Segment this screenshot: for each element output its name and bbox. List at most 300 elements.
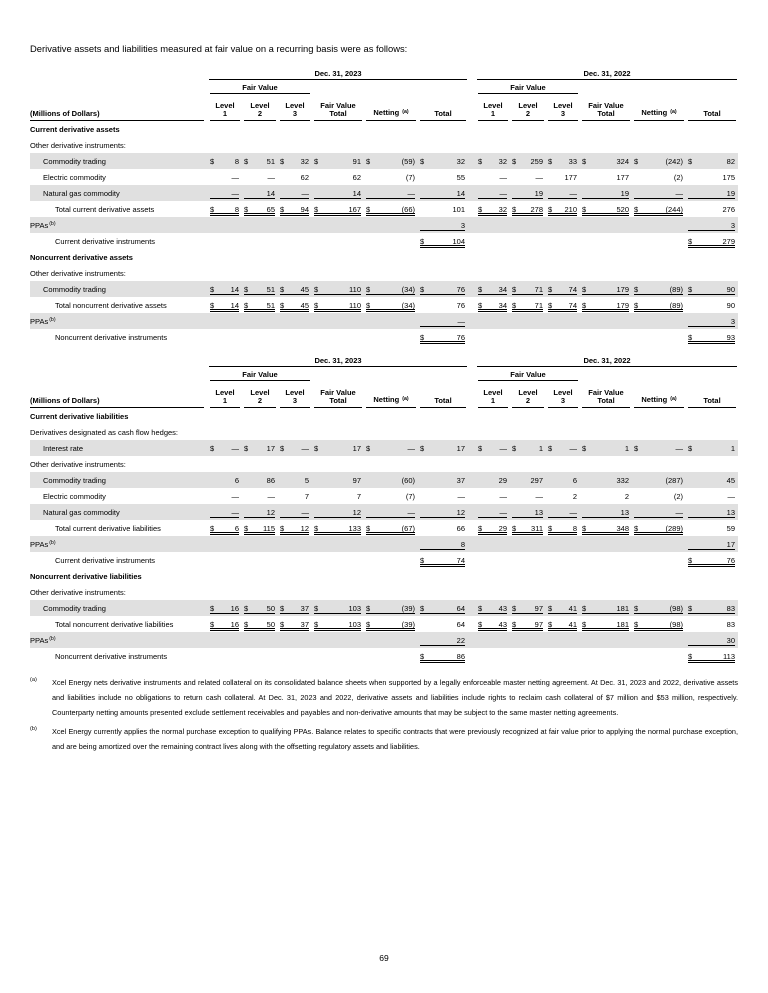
column-gap bbox=[468, 520, 476, 536]
value-cell bbox=[208, 568, 242, 584]
value-cell bbox=[546, 504, 580, 520]
row-label: Other derivative instruments: bbox=[30, 140, 126, 150]
cell-value: (287) bbox=[665, 475, 683, 485]
value-cell bbox=[418, 233, 468, 249]
value-cell bbox=[546, 265, 580, 281]
cell-value: 76 bbox=[456, 300, 465, 310]
cell-content bbox=[688, 237, 735, 246]
dollar-sign: $ bbox=[582, 443, 587, 453]
value-cell bbox=[580, 265, 632, 281]
cell-value: — bbox=[231, 491, 239, 501]
column-header-cell bbox=[580, 381, 632, 408]
column-header-cell bbox=[242, 94, 278, 121]
column-gap bbox=[468, 67, 476, 80]
cell-content bbox=[420, 636, 465, 645]
cell-value: 37 bbox=[456, 475, 465, 485]
value-cell bbox=[418, 169, 468, 185]
value-cell bbox=[686, 121, 738, 137]
cell-content bbox=[366, 157, 415, 166]
value-cell bbox=[312, 329, 364, 345]
value-cell bbox=[278, 424, 312, 440]
dollar-sign: $ bbox=[210, 156, 215, 166]
cell-value: 259 bbox=[530, 156, 543, 166]
cell-value: 133 bbox=[348, 523, 361, 533]
dollar-sign: $ bbox=[244, 204, 249, 214]
value-cell bbox=[580, 408, 632, 424]
column-header-cell bbox=[686, 381, 738, 408]
cell-value: 90 bbox=[726, 284, 735, 294]
value-cell bbox=[364, 137, 418, 153]
fair-value-row bbox=[30, 367, 738, 381]
cell-content bbox=[688, 556, 735, 565]
fair-value-label: Fair Value bbox=[478, 370, 578, 381]
value-cell bbox=[476, 632, 510, 648]
table-body bbox=[30, 121, 738, 345]
value-cell bbox=[312, 265, 364, 281]
cell-content bbox=[548, 157, 577, 166]
cell-value: 177 bbox=[616, 172, 629, 182]
value-cell bbox=[632, 217, 686, 233]
value-cell bbox=[686, 488, 738, 504]
cell-value: 16 bbox=[230, 619, 239, 629]
fair-value-header-cell bbox=[476, 80, 580, 94]
value-cell bbox=[546, 297, 580, 313]
value-cell bbox=[312, 297, 364, 313]
value-cell bbox=[242, 520, 278, 536]
value-cell bbox=[546, 185, 580, 201]
value-cell bbox=[312, 488, 364, 504]
value-cell bbox=[242, 536, 278, 552]
value-cell bbox=[510, 121, 546, 137]
cell-content bbox=[280, 285, 309, 294]
value-cell bbox=[686, 552, 738, 568]
value-cell bbox=[278, 169, 312, 185]
value-cell bbox=[278, 137, 312, 153]
cell-content bbox=[314, 508, 361, 517]
value-cell bbox=[312, 600, 364, 616]
footnote-a-marker: (a) bbox=[30, 677, 37, 684]
cell-value: 13 bbox=[534, 507, 543, 517]
value-cell bbox=[242, 137, 278, 153]
value-cell bbox=[510, 600, 546, 616]
dollar-sign: $ bbox=[244, 300, 249, 310]
value-cell bbox=[632, 440, 686, 456]
table-body bbox=[30, 408, 738, 664]
cell-value: 51 bbox=[266, 284, 275, 294]
value-cell bbox=[580, 520, 632, 536]
dollar-sign: $ bbox=[314, 603, 319, 613]
cell-content bbox=[688, 636, 735, 645]
value-cell bbox=[312, 552, 364, 568]
dollar-sign: $ bbox=[244, 284, 249, 294]
value-cell bbox=[476, 121, 510, 137]
cell-content bbox=[280, 444, 309, 453]
value-cell bbox=[510, 568, 546, 584]
fair-value-row-spacer bbox=[580, 367, 738, 381]
value-cell bbox=[242, 297, 278, 313]
value-cell bbox=[632, 313, 686, 329]
column-header-label: Fair Value Total bbox=[582, 102, 630, 122]
column-header-label: Fair Value Total bbox=[314, 102, 362, 122]
cell-content bbox=[688, 301, 735, 310]
cell-value: — bbox=[675, 507, 683, 517]
table-row bbox=[30, 249, 738, 265]
cell-content bbox=[244, 301, 275, 310]
value-cell bbox=[580, 440, 632, 456]
value-cell bbox=[364, 440, 418, 456]
value-cell bbox=[418, 329, 468, 345]
dollar-sign: $ bbox=[582, 204, 587, 214]
value-cell bbox=[242, 440, 278, 456]
value-cell bbox=[510, 185, 546, 201]
value-cell bbox=[580, 616, 632, 632]
fair-value-row-spacer bbox=[312, 367, 468, 381]
value-cell bbox=[278, 552, 312, 568]
value-cell bbox=[510, 584, 546, 600]
value-cell bbox=[312, 233, 364, 249]
dollar-sign: $ bbox=[244, 523, 249, 533]
column-header-label: Level 2 bbox=[244, 389, 276, 409]
cell-value: 43 bbox=[498, 619, 507, 629]
dollar-sign: $ bbox=[688, 284, 693, 294]
dollar-sign: $ bbox=[314, 300, 319, 310]
value-cell bbox=[208, 265, 242, 281]
cell-content bbox=[478, 508, 507, 517]
table-row bbox=[30, 520, 738, 536]
cell-content bbox=[512, 444, 543, 453]
value-cell bbox=[418, 217, 468, 233]
value-cell bbox=[510, 456, 546, 472]
value-cell bbox=[242, 632, 278, 648]
dollar-sign: $ bbox=[548, 619, 553, 629]
value-cell bbox=[580, 632, 632, 648]
table-row bbox=[30, 329, 738, 345]
dollar-sign: $ bbox=[210, 300, 215, 310]
column-header-cell bbox=[546, 381, 580, 408]
value-cell bbox=[364, 504, 418, 520]
value-cell bbox=[208, 584, 242, 600]
value-cell bbox=[632, 488, 686, 504]
value-cell bbox=[510, 440, 546, 456]
value-cell bbox=[686, 233, 738, 249]
value-cell bbox=[632, 536, 686, 552]
value-cell bbox=[278, 249, 312, 265]
value-cell bbox=[364, 217, 418, 233]
footnote-b bbox=[30, 724, 738, 754]
dollar-sign: $ bbox=[210, 603, 215, 613]
column-header-cell bbox=[418, 94, 468, 121]
table-row bbox=[30, 648, 738, 664]
table-row bbox=[30, 456, 738, 472]
value-cell bbox=[546, 169, 580, 185]
table-row bbox=[30, 584, 738, 600]
value-cell bbox=[686, 329, 738, 345]
dollar-sign: $ bbox=[280, 619, 285, 629]
value-cell bbox=[278, 281, 312, 297]
value-cell bbox=[510, 281, 546, 297]
period-label: Dec. 31, 2022 bbox=[477, 69, 737, 80]
value-cell bbox=[364, 265, 418, 281]
cell-value: 6 bbox=[572, 475, 577, 485]
cell-value: 3 bbox=[730, 316, 735, 326]
cell-content bbox=[512, 492, 543, 501]
cell-content bbox=[420, 205, 465, 214]
value-cell bbox=[418, 249, 468, 265]
value-cell bbox=[312, 440, 364, 456]
cell-value: 17 bbox=[456, 443, 465, 453]
value-cell bbox=[632, 169, 686, 185]
cell-value: — bbox=[499, 507, 507, 517]
derivative-liabilities-table bbox=[30, 354, 738, 664]
dollar-sign: $ bbox=[314, 156, 319, 166]
value-cell bbox=[208, 504, 242, 520]
cell-content bbox=[420, 540, 465, 549]
value-cell bbox=[208, 456, 242, 472]
value-cell bbox=[278, 488, 312, 504]
column-header-row bbox=[30, 381, 738, 408]
dollar-sign: $ bbox=[280, 156, 285, 166]
period-header-cell bbox=[208, 67, 468, 80]
cell-value: 62 bbox=[300, 172, 309, 182]
value-cell bbox=[312, 217, 364, 233]
cell-content bbox=[478, 285, 507, 294]
column-gap bbox=[468, 568, 476, 584]
value-cell bbox=[242, 504, 278, 520]
cell-content bbox=[688, 157, 735, 166]
value-cell bbox=[476, 297, 510, 313]
dollar-sign: $ bbox=[548, 523, 553, 533]
cell-value: 3 bbox=[460, 220, 465, 230]
cell-content bbox=[512, 508, 543, 517]
cell-value: 74 bbox=[568, 284, 577, 294]
cell-value: 6 bbox=[234, 523, 239, 533]
value-cell bbox=[510, 552, 546, 568]
value-cell bbox=[418, 456, 468, 472]
cell-value: 71 bbox=[534, 284, 543, 294]
value-cell bbox=[686, 568, 738, 584]
dollar-sign: $ bbox=[478, 300, 483, 310]
value-cell bbox=[580, 600, 632, 616]
value-cell bbox=[686, 648, 738, 664]
value-cell bbox=[546, 488, 580, 504]
value-cell bbox=[686, 536, 738, 552]
value-cell bbox=[364, 600, 418, 616]
value-cell bbox=[632, 265, 686, 281]
column-header-label: Level 1 bbox=[478, 389, 508, 409]
dollar-sign: $ bbox=[688, 555, 693, 565]
cell-content bbox=[314, 205, 361, 214]
dollar-sign: $ bbox=[314, 619, 319, 629]
value-cell bbox=[686, 201, 738, 217]
cell-value: — bbox=[569, 188, 577, 198]
value-cell bbox=[242, 568, 278, 584]
row-label: Natural gas commodity bbox=[30, 185, 208, 201]
cell-value: 82 bbox=[726, 156, 735, 166]
dollar-sign: $ bbox=[478, 284, 483, 294]
value-cell bbox=[476, 456, 510, 472]
cell-content bbox=[314, 476, 361, 485]
cell-value: 97 bbox=[534, 619, 543, 629]
column-header-cell bbox=[580, 94, 632, 121]
cell-value: 37 bbox=[300, 603, 309, 613]
fair-value-row bbox=[30, 80, 738, 94]
value-cell bbox=[242, 552, 278, 568]
cell-value: — bbox=[301, 188, 309, 198]
value-cell bbox=[546, 456, 580, 472]
column-gap bbox=[468, 281, 476, 297]
value-cell bbox=[632, 600, 686, 616]
cell-value: 110 bbox=[349, 300, 361, 310]
cell-value: — bbox=[569, 507, 577, 517]
cell-content bbox=[634, 173, 683, 182]
cell-content bbox=[210, 301, 239, 310]
cell-value: 64 bbox=[456, 619, 465, 629]
cell-value: 276 bbox=[722, 204, 735, 214]
value-cell bbox=[686, 424, 738, 440]
dollar-sign: $ bbox=[512, 619, 517, 629]
value-cell bbox=[510, 201, 546, 217]
cell-content bbox=[420, 189, 465, 198]
row-label: Commodity trading bbox=[30, 281, 208, 297]
value-cell bbox=[632, 472, 686, 488]
value-cell bbox=[546, 584, 580, 600]
row-label: Noncurrent derivative instruments bbox=[55, 332, 168, 342]
value-cell bbox=[510, 233, 546, 249]
cell-content bbox=[478, 444, 507, 453]
cell-content bbox=[688, 524, 735, 533]
value-cell bbox=[312, 648, 364, 664]
column-header-cell bbox=[632, 94, 686, 121]
column-gap bbox=[468, 408, 476, 424]
dollar-sign: $ bbox=[420, 332, 425, 342]
cell-content bbox=[420, 524, 465, 533]
cell-content bbox=[512, 189, 543, 198]
cell-value: (289) bbox=[665, 523, 683, 533]
dollar-sign: $ bbox=[280, 443, 285, 453]
value-cell bbox=[278, 185, 312, 201]
cell-content bbox=[314, 157, 361, 166]
value-cell bbox=[476, 600, 510, 616]
cell-content bbox=[244, 189, 275, 198]
column-header-cell bbox=[312, 381, 364, 408]
value-cell bbox=[208, 552, 242, 568]
column-header-label: Level 2 bbox=[512, 102, 544, 122]
cell-value: 50 bbox=[266, 619, 275, 629]
value-cell bbox=[208, 440, 242, 456]
cell-value: 13 bbox=[726, 507, 735, 517]
value-cell bbox=[418, 552, 468, 568]
fair-value-label: Fair Value bbox=[210, 83, 310, 94]
value-cell bbox=[278, 265, 312, 281]
column-gap bbox=[468, 265, 476, 281]
cell-value: — bbox=[535, 491, 543, 501]
dollar-sign: $ bbox=[582, 156, 587, 166]
cell-content bbox=[280, 157, 309, 166]
column-header-cell bbox=[208, 94, 242, 121]
column-gap bbox=[468, 472, 476, 488]
value-cell bbox=[278, 233, 312, 249]
cell-value: 50 bbox=[266, 603, 275, 613]
cell-value: 6 bbox=[234, 475, 239, 485]
value-cell bbox=[476, 281, 510, 297]
value-cell bbox=[546, 201, 580, 217]
value-cell bbox=[476, 137, 510, 153]
value-cell bbox=[418, 281, 468, 297]
derivative-assets-table bbox=[30, 67, 738, 345]
row-label: Commodity trading bbox=[30, 153, 208, 169]
cell-value: 45 bbox=[300, 284, 309, 294]
value-cell bbox=[208, 536, 242, 552]
value-cell bbox=[312, 313, 364, 329]
value-cell bbox=[476, 504, 510, 520]
value-cell bbox=[510, 265, 546, 281]
cell-content bbox=[478, 604, 507, 613]
cell-content bbox=[420, 237, 465, 246]
cell-value: 34 bbox=[498, 284, 507, 294]
cell-value: (7) bbox=[405, 491, 415, 501]
value-cell bbox=[242, 456, 278, 472]
dollar-sign: $ bbox=[688, 332, 693, 342]
column-gap bbox=[468, 440, 476, 456]
dollar-sign: $ bbox=[420, 284, 425, 294]
value-cell bbox=[208, 233, 242, 249]
column-header-cell bbox=[312, 94, 364, 121]
row-label: Noncurrent derivative assets bbox=[30, 252, 133, 262]
cell-content bbox=[210, 620, 239, 629]
dollar-sign: $ bbox=[420, 603, 425, 613]
cell-value: — bbox=[231, 172, 239, 182]
value-cell bbox=[208, 121, 242, 137]
cell-value: 41 bbox=[568, 603, 577, 613]
cell-value: (244) bbox=[665, 204, 683, 214]
dollar-sign: $ bbox=[548, 204, 553, 214]
value-cell bbox=[418, 408, 468, 424]
value-cell bbox=[476, 153, 510, 169]
cell-value: (60) bbox=[401, 475, 415, 485]
dollar-sign: $ bbox=[512, 443, 517, 453]
column-header-cell bbox=[208, 381, 242, 408]
value-cell bbox=[208, 249, 242, 265]
value-cell bbox=[208, 185, 242, 201]
value-cell bbox=[418, 504, 468, 520]
cell-value: (67) bbox=[401, 523, 415, 533]
page-number: 69 bbox=[379, 953, 389, 963]
row-label: Current derivative instruments bbox=[55, 236, 156, 246]
value-cell bbox=[364, 329, 418, 345]
cell-value: 51 bbox=[266, 300, 275, 310]
cell-content bbox=[210, 524, 239, 533]
cell-content bbox=[634, 157, 683, 166]
value-cell bbox=[278, 504, 312, 520]
value-cell bbox=[686, 600, 738, 616]
cell-value: 86 bbox=[266, 475, 275, 485]
cell-content bbox=[548, 285, 577, 294]
value-cell bbox=[580, 313, 632, 329]
row-label: PPAs$^{(b)}$ bbox=[30, 536, 208, 552]
dollar-sign: $ bbox=[210, 523, 215, 533]
millions-of-dollars-label: (Millions of Dollars) bbox=[30, 396, 204, 408]
value-cell bbox=[546, 472, 580, 488]
dollar-sign: $ bbox=[210, 443, 215, 453]
dollar-sign: $ bbox=[280, 523, 285, 533]
value-cell bbox=[510, 648, 546, 664]
cell-content bbox=[688, 317, 735, 326]
cell-value: 45 bbox=[726, 475, 735, 485]
column-header-cell bbox=[476, 94, 510, 121]
cell-content bbox=[688, 205, 735, 214]
value-cell bbox=[208, 281, 242, 297]
cell-value: 22 bbox=[456, 635, 465, 645]
